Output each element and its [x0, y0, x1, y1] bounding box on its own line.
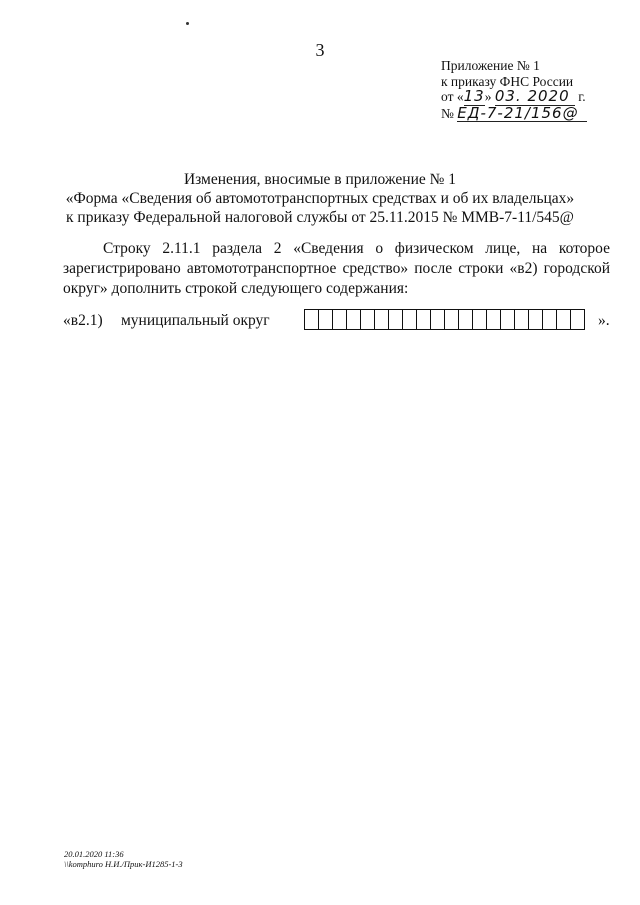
date-prefix: от «: [441, 89, 464, 104]
character-cell[interactable]: [571, 309, 585, 330]
character-cell[interactable]: [333, 309, 347, 330]
date-mid: »: [484, 89, 495, 104]
character-cell[interactable]: [389, 309, 403, 330]
character-cell[interactable]: [543, 309, 557, 330]
title-line-1: Изменения, вносимые в приложение № 1: [183, 171, 457, 188]
date-suffix: г.: [574, 89, 586, 104]
row-closing: ».: [598, 312, 610, 329]
paragraph-text: Строку 2.11.1 раздела 2 «Сведения о физическом лице, на которое зарегистрировано автомототранспортное средство» после строки «в2) городской округ» дополнить строкой следующего содержания:: [63, 240, 610, 297]
scan-speck: [186, 22, 189, 25]
character-cell[interactable]: [347, 309, 361, 330]
row-code: «в2.1): [63, 312, 103, 329]
character-cell[interactable]: [529, 309, 543, 330]
date-month-year: 03. 2020: [495, 89, 575, 106]
character-cell[interactable]: [459, 309, 473, 330]
body-paragraph: [63, 239, 610, 299]
footer-timestamp: 20.01.2020 11:36: [64, 849, 124, 859]
character-cell[interactable]: [403, 309, 417, 330]
character-cell[interactable]: [305, 309, 319, 330]
row-label: муниципальный округ: [121, 312, 270, 329]
document-title: [0, 170, 640, 227]
page-number: 3: [315, 40, 325, 60]
character-cell[interactable]: [431, 309, 445, 330]
character-cell[interactable]: [375, 309, 389, 330]
character-cell[interactable]: [487, 309, 501, 330]
title-line-3: к приказу Федеральной налоговой службы от 25.11.2015 № ММВ-7-11/545@: [66, 209, 574, 226]
footer-note: [64, 849, 183, 869]
character-cell[interactable]: [501, 309, 515, 330]
character-cell[interactable]: [319, 309, 333, 330]
appendix-header: [441, 58, 587, 122]
date-day: 13: [463, 87, 485, 105]
appendix-order-ref: к приказу ФНС России: [441, 73, 574, 89]
character-cell[interactable]: [557, 309, 571, 330]
character-cell[interactable]: [417, 309, 431, 330]
appendix-date: [441, 89, 587, 106]
character-cells: [304, 309, 585, 330]
character-cell[interactable]: [361, 309, 375, 330]
number-prefix: №: [441, 105, 458, 121]
footer-file-path: \\komphuro Н.И./Прик-И1285-1-3: [64, 859, 183, 869]
character-cell[interactable]: [473, 309, 487, 330]
appendix-number: [441, 103, 587, 123]
number-value: ЕД-7-21/156@: [457, 106, 587, 123]
appendix-title: Приложение № 1: [441, 58, 540, 73]
character-cell[interactable]: [445, 309, 459, 330]
character-cell[interactable]: [515, 309, 529, 330]
form-row: [63, 312, 623, 334]
title-line-2: «Форма «Сведения об автомототранспортных средствах и об их владельцах»: [65, 190, 575, 207]
